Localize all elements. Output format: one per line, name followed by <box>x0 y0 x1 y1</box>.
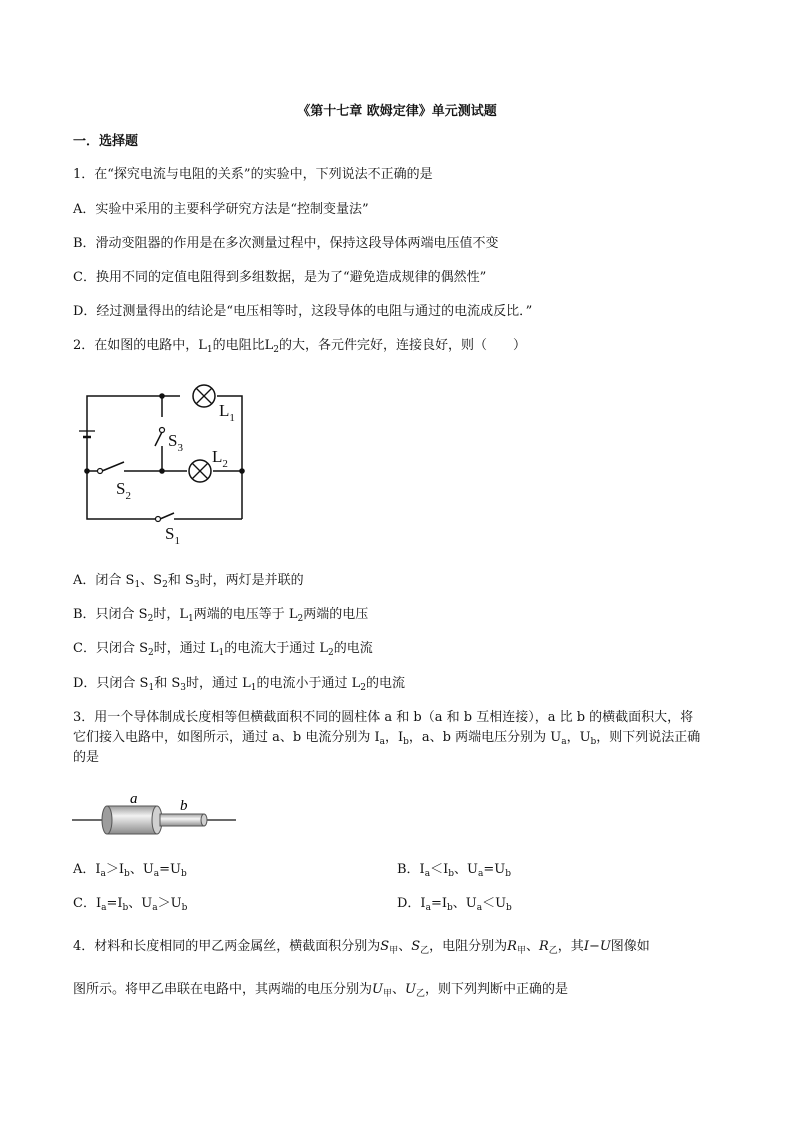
q1-option-b: B．滑动变阻器的作用是在多次测量过程中，保持这段导体两端电压值不变 <box>73 236 499 251</box>
q1-option-a: A．实验中采用的主要科学研究方法是“控制变量法” <box>73 202 369 217</box>
circuit-diagram <box>70 378 260 548</box>
page-title: 《第十七章 欧姆定律》单元测试题 <box>297 104 497 119</box>
q1-option-d: D．经过测量得出的结论是“电压相等时，这段导体的电阻与通过的电流成反比．” <box>73 304 533 319</box>
section-heading: 一．选择题 <box>73 134 139 149</box>
label-s1: $S_1$ <box>165 524 180 547</box>
label-s2: $S_2$ <box>116 479 131 502</box>
label-l1: $L_1$ <box>219 401 235 424</box>
q2-option-c: C．只闭合 $S_2$时，通过 $L_1$的电流大于通过 $L_2$的电流 <box>73 641 373 658</box>
q2-stem: 2．在如图的电路中，$L_1$的电阻比$L_2$的大，各元件完好，连接良好，则（ ） <box>73 338 527 355</box>
q1-option-c: C．换用不同的定值电阻得到多组数据，是为了“避免造成规律的偶然性” <box>73 270 487 285</box>
q2-option-b: B．只闭合 $S_2$时，$L_1$两端的电压等于 $L_2$两端的电压 <box>73 607 369 624</box>
q2-option-a: A．闭合 $S_1$、$S_2$和 $S_3$时，两灯是并联的 <box>73 573 304 590</box>
q3-option-c: C．$I_a=I_b$、$U_a>U_b$ <box>73 896 188 913</box>
q3-option-b: B．$I_a<I_b$、$U_a=U_b$ <box>397 862 511 879</box>
q3-stem-line2: 它们接入电路中，如图所示，通过 a、b 电流分别为 $I_a$，$I_b$，a、b 两端电压分别为 $U_a$，$U_b$，则下列说法正确 <box>73 730 701 747</box>
q3-option-a: A．$I_a>I_b$、$U_a=U_b$ <box>73 862 187 879</box>
q2-option-d: D．只闭合 $S_1$和 $S_3$时，通过 $L_1$的电流小于通过 $L_2$的电流 <box>73 676 405 693</box>
q3-option-d: D．$I_a=I_b$、$U_a<U_b$ <box>397 896 512 913</box>
q4-line1: 4．材料和长度相同的甲乙两金属丝，横截面积分别为$S_甲$、$S_乙$，电阻分别为$R_甲$、$R_乙$，其I−U图像如 <box>73 939 650 956</box>
label-b: b <box>180 798 188 814</box>
cylinder-figure <box>70 788 240 838</box>
q1-stem: 1．在“探究电流与电阻的关系”的实验中，下列说法不正确的是 <box>73 167 433 182</box>
q4-line2: 图所示。将甲乙串联在电路中，其两端的电压分别为$U_甲$、$U_乙$，则下列判断中正确的是 <box>73 982 569 999</box>
q3-stem-line3: 的是 <box>73 750 100 765</box>
label-a: a <box>130 791 138 807</box>
q3-stem-line1: 3．用一个导体制成长度相等但横截面积不同的圆柱体 a 和 b（a 和 b 互相连接），a 比 b 的横截面积大，将 <box>73 710 694 725</box>
label-l2: $L_2$ <box>212 447 228 470</box>
label-s3: $S_3$ <box>168 431 183 454</box>
